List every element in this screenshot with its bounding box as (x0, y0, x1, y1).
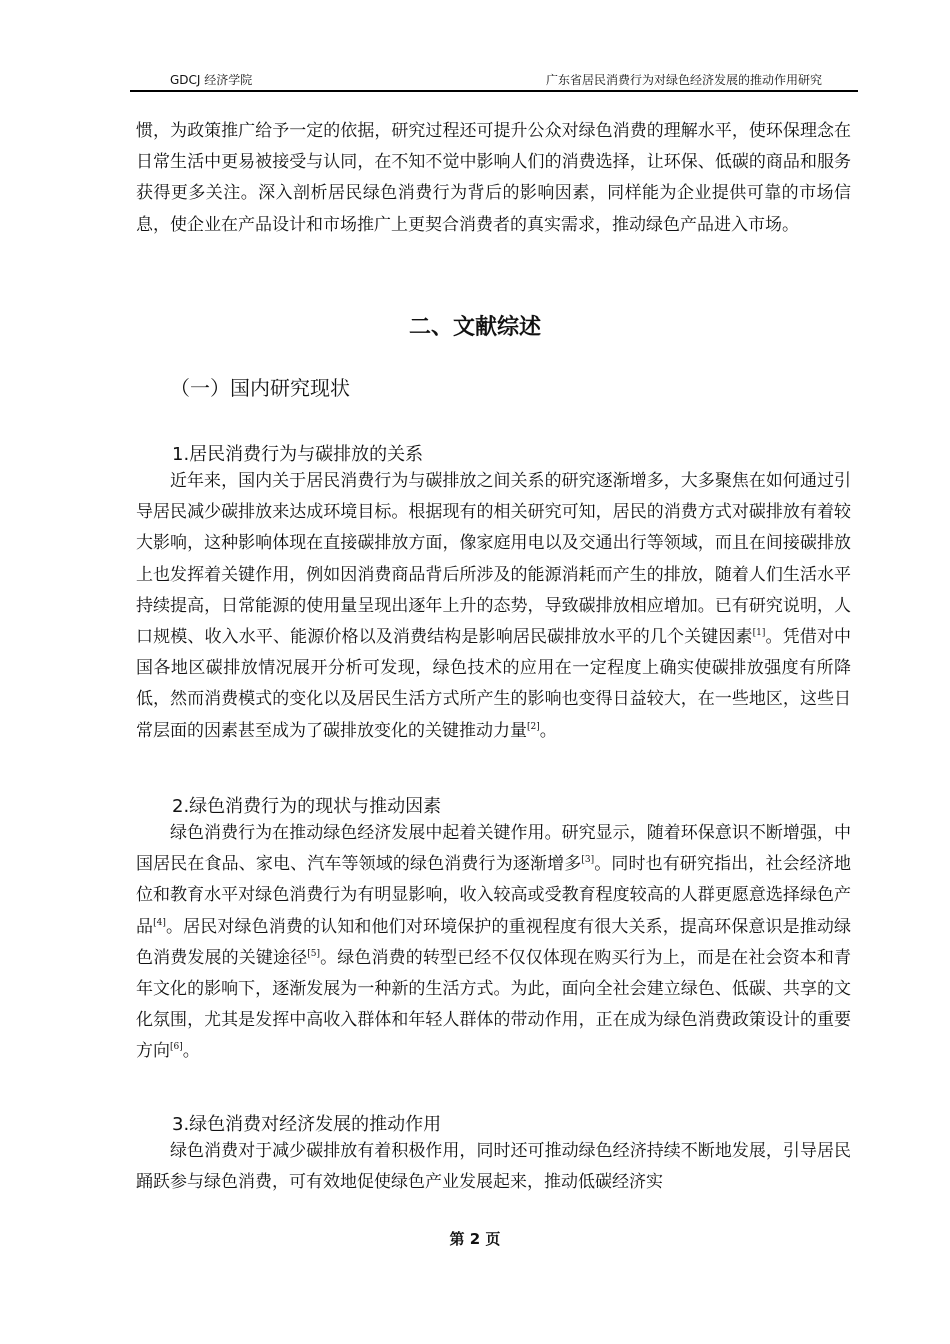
running-header (130, 70, 858, 92)
topic-2-paragraph: 绿色消费行为在推动绿色经济发展中起着关键作用。研究显示，随着环保意识不断增强，中国居民在食品、家电、汽车等领域的绿色消费行为逐渐增多[3]。同时也有研究指出，社会经济地位和教育水平对绿色消费行为有明显影响，收入较高或受教育程度较高的人群更愿意选择绿色产品[4]。居民对绿色消费的认知和他们对环境保护的重视程度有很大关系，提高环保意识是推动绿色消费发展的关键途径[5]。绿色消费的转型已经不仅仅体现在购买行为上，而是在社会资本和青年文化的影响下，逐渐发展为一种新的生活方式。为此，面向全社会建立绿色、低碳、共享的文化氛围，尤其是发挥中高收入群体和年轻人群体的带动作用，正在成为绿色消费政策设计的重要方向[6]。 (136, 823, 852, 1062)
topic-3-paragraph: 绿色消费对于减少碳排放有着积极作用，同时还可推动绿色经济持续不断地发展，引导居民踊跃参与绿色消费，可有效地促使绿色产业发展起来，推动低碳经济实 (136, 1141, 851, 1193)
intro-paragraph: 惯，为政策推广给予一定的依据，研究过程还可提升公众对绿色消费的理解水平，使环保理念在日常生活中更易被接受与认同，在不知不觉中影响人们的消费选择，让环保、低碳的商品和服务获得更多关注。深入剖析居民绿色消费行为背后的影响因素，同样能为企业提供可靠的市场信息，使企业在产品设计和市场推广上更契合消费者的真实需求，推动绿色产品进入市场。 (136, 121, 851, 235)
topic-1-paragraph: 近年来，国内关于居民消费行为与碳排放之间关系的研究逐渐增多，大多聚焦在如何通过引导居民减少碳排放来达成环境目标。根据现有的相关研究可知，居民的消费方式对碳排放有着较大影响，这种影响体现在直接碳排放方面，像家庭用电以及交通出行等领域，而且在间接碳排放上也发挥着关键作用，例如因消费商品背后所涉及的能源消耗而产生的排放，随着人们生活水平持续提高，日常能源的使用量呈现出逐年上升的态势，导致碳排放相应增加。已有研究说明，人口规模、收入水平、能源价格以及消费结构是影响居民碳排放水平的几个关键因素[1]。凭借对中国各地区碳排放情况展开分析可发现，绿色技术的应用在一定程度上确实使碳排放强度有所降低，然而消费模式的变化以及居民生活方式所产生的影响也变得日益较大，在一些地区，这些日常层面的因素甚至成为了碳排放变化的关键推动力量[2]。 (136, 471, 851, 741)
citation-ref: [6] (170, 1042, 183, 1053)
header-paper-title: 广东省居民消费行为对绿色经济发展的推动作用研究 (545, 73, 822, 87)
citation-ref: [5] (307, 948, 321, 959)
subsection-title: （一）国内研究现状 (170, 376, 350, 400)
citation-ref: [4] (153, 917, 166, 928)
topic-2-heading: 2.绿色消费行为的现状与推动因素 (172, 796, 442, 817)
header-institution: GDCJ 经济学院 (170, 73, 253, 87)
topic-1-heading: 1.居民消费行为与碳排放的关系 (172, 444, 424, 465)
topic-3-heading: 3.绿色消费对经济发展的推动作用 (172, 1114, 442, 1135)
citation-ref: [2] (527, 721, 540, 732)
citation-ref: [3] (581, 855, 595, 866)
section-title: 二、文献综述 (408, 315, 541, 340)
citation-ref: [1] (752, 628, 766, 639)
page-number: 第 2 页 (449, 1230, 501, 1248)
